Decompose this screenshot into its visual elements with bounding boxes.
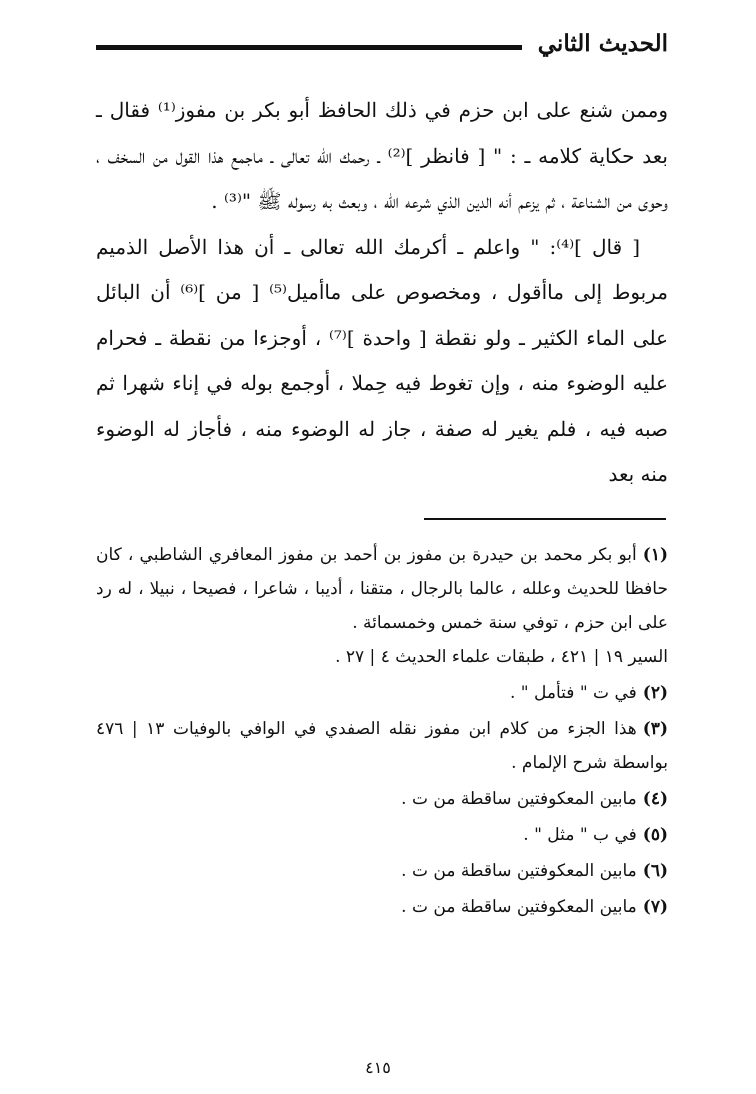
footnote-text: أبو بكر محمد بن حيدرة بن مفوز بن أحمد بن مفوز المعافري الشاطبي ، كان حافظا للحديث وعلله ، عالما بالرجال ، متقنا ، أديبا ، شاعرا ، فصيحا ، نبيلا ، له رد على ابن حزم ، توفي سنة خمس وخمسمائة .: [96, 545, 668, 633]
main-text: [96, 88, 668, 498]
footnote-number: (٦): [642, 861, 668, 881]
footnote-6: [96, 854, 668, 888]
footnote-divider: [424, 518, 666, 520]
footnote-source: السير ١٩ | ٤٢١ ، طبقات علماء الحديث ٤ | ٢٧ .: [335, 647, 668, 667]
page-number: ٤١٥: [365, 1058, 391, 1077]
footnote-text: مابين المعكوفتين ساقطة من ت .: [401, 789, 637, 809]
paragraph: وممن شنع على ابن حزم في ذلك الحافظ أبو بكر بن مفوز⁽¹⁾ فقال ـ بعد حكاية كلامه ـ : " [ فانظر ]⁽²⁾ ـ رحمك الله تعالى ـ ماجمع هذا القول من السخف ، وحوى من الشناعة ، ثم يزعم أنه الدين الذي شرعه الله ، وبعث به رسوله ﷺ "⁽³⁾ .: [96, 98, 668, 213]
footnote-5: [96, 818, 668, 852]
paragraph: [ قال ]⁽⁴⁾: " واعلم ـ أكرمك الله تعالى ـ أن هذا الأصل الذميم مربوط إلى ماأقول ، ومخصوص على ماأميل⁽⁵⁾ [ من ]⁽⁶⁾ أن البائل على الماء الكثير ـ ولو نقطة [ واحدة ]⁽⁷⁾ ، أوجزءا من نقطة ـ فحرام عليه الوضوء منه ، وإن تغوط فيه حِملا ، أوجمع بوله في إناء شهرا ثم صبه فيه ، فلم يغير له صفة ، جاز له الوضوء منه ، فأجاز له الوضوء منه بعد: [96, 234, 668, 486]
footnote-text: هذا الجزء من كلام ابن مفوز نقله الصفدي في الوافي بالوفيات ١٣ | ٤٧٦ بواسطة شرح الإلمام .: [96, 719, 668, 773]
footnote-text: في ت " فتأمل " .: [509, 683, 637, 703]
footnote-number: (٣): [642, 719, 668, 739]
footnote-1: [96, 538, 668, 674]
footnote-number: (١): [642, 545, 668, 565]
footnote-text: مابين المعكوفتين ساقطة من ت .: [401, 861, 637, 881]
footnote-2: [96, 676, 668, 710]
footnote-4: [96, 782, 668, 816]
footnote-text: في ب " مثل " .: [523, 825, 637, 845]
footnote-7: [96, 890, 668, 924]
footnote-number: (٢): [642, 683, 668, 703]
footnote-text: مابين المعكوفتين ساقطة من ت .: [401, 897, 637, 917]
page-header: [96, 28, 668, 68]
footnote-number: (٧): [642, 897, 668, 917]
chapter-title: الحديث الثاني: [537, 30, 668, 57]
footnote-number: (٤): [642, 789, 668, 809]
header-rule: [96, 45, 522, 50]
footnote-3: [96, 712, 668, 780]
footnotes: [96, 538, 668, 926]
footnote-number: (٥): [642, 825, 668, 845]
